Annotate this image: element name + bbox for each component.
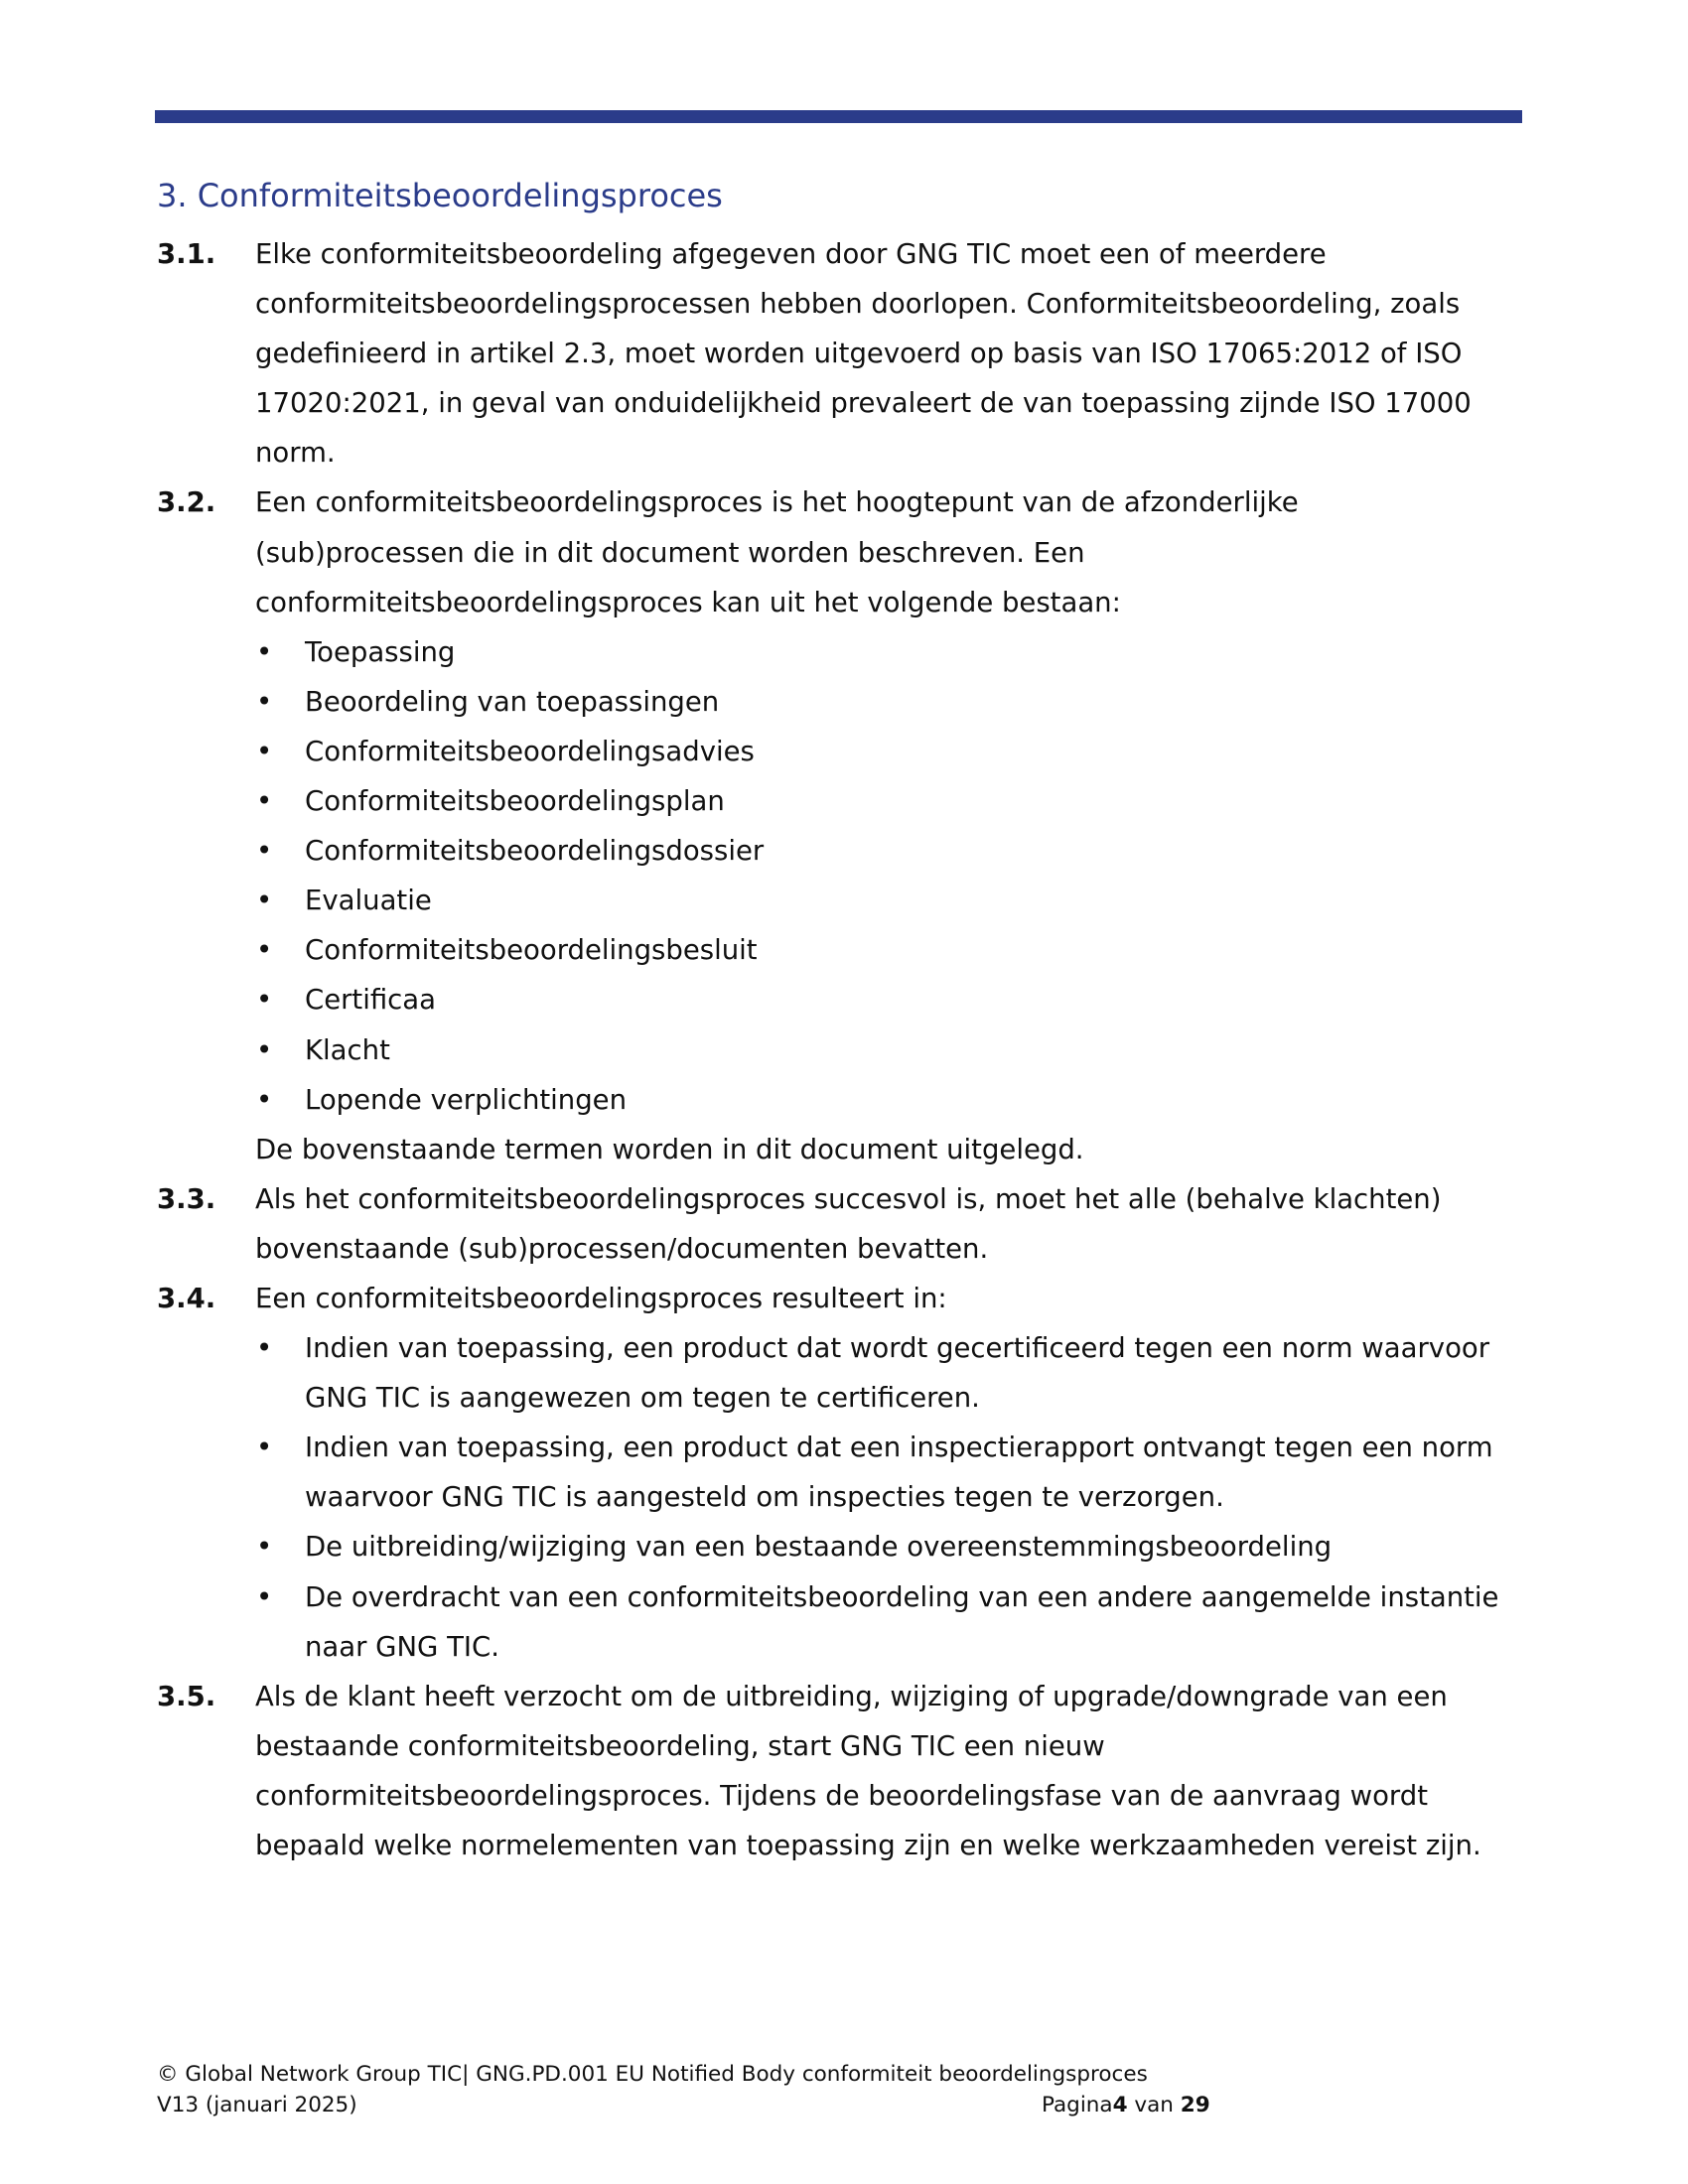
bullet-line <box>0 826 1688 876</box>
bullet-line <box>0 876 1688 925</box>
page-number <box>1042 2093 1210 2117</box>
bullet-line <box>0 925 1688 975</box>
bullet-line <box>0 1025 1688 1075</box>
bullet-icon: • <box>256 735 273 767</box>
bullet-icon: • <box>256 1580 273 1613</box>
list-item-text: Lopende verplichtingen <box>305 1083 628 1116</box>
section-number: 3.1. <box>157 238 216 270</box>
paragraph-text: bestaande conformiteitsbeoordeling, start GNG TIC een nieuw <box>255 1729 1105 1762</box>
paragraph-text: (sub)processen die in dit document worden beschreven. Een <box>255 536 1085 569</box>
list-item-text: Certificaa <box>305 984 436 1017</box>
list-item-text: Evaluatie <box>305 885 432 917</box>
bullet-line <box>0 1522 1688 1571</box>
text-line <box>0 1224 1688 1274</box>
footer-version: V13 (januari 2025) <box>157 2093 357 2117</box>
footer-copyright: © Global Network Group TIC| GNG.PD.001 EU Notified Body conformiteit beoordelingsproces <box>157 2062 1148 2087</box>
bullet-line <box>0 1572 1688 1622</box>
list-item-text: Conformiteitsbeoordelingsplan <box>305 785 725 818</box>
bullet-icon: • <box>256 635 273 668</box>
section-number: 3.3. <box>157 1182 216 1215</box>
bullet-icon: • <box>256 785 273 818</box>
list-item-text: De uitbreiding/wijziging van een bestaande overeenstemmingsbeoordeling <box>305 1531 1333 1564</box>
list-item-text: Indien van toepassing, een product dat een inspectierapport ontvangt tegen een norm <box>305 1432 1493 1464</box>
text-line <box>0 1721 1688 1771</box>
section-number: 3.2. <box>157 486 216 519</box>
paragraph-text: gedefinieerd in artikel 2.3, moet worden uitgevoerd op basis van ISO 17065:2012 of ISO <box>255 338 1463 370</box>
paragraph-text: bovenstaande (sub)processen/documenten bevatten. <box>255 1232 989 1265</box>
page-label: Pagina <box>1042 2093 1113 2117</box>
bullet-line <box>0 776 1688 826</box>
paragraph-text: norm. <box>255 437 336 470</box>
text-line <box>0 428 1688 478</box>
text-line <box>0 1672 1688 1721</box>
list-item-text: Indien van toepassing, een product dat wordt gecertificeerd tegen een norm waarvoor <box>305 1332 1490 1365</box>
text-line <box>0 378 1688 428</box>
bullet-line <box>0 1423 1688 1472</box>
paragraph-text: 17020:2021, in geval van onduidelijkheid prevaleert de van toepassing zijnde ISO 17000 <box>255 387 1472 420</box>
text-line <box>0 1821 1688 1870</box>
paragraph-text: conformiteitsbeoordelingsproces. Tijdens de beoordelingsfase van de aanvraag wordt <box>255 1779 1428 1812</box>
list-item-text: Toepassing <box>305 635 456 668</box>
bullet-icon: • <box>256 1432 273 1464</box>
bullet-icon: • <box>256 1531 273 1564</box>
bullet-line <box>0 1075 1688 1125</box>
text-line <box>0 1771 1688 1821</box>
paragraph-text: Elke conformiteitsbeoordeling afgegeven door GNG TIC moet een of meerdere <box>255 238 1327 270</box>
bullet-line <box>0 1622 1688 1672</box>
section-number: 3.4. <box>157 1282 216 1314</box>
bullet-icon: • <box>256 1083 273 1116</box>
bullet-icon: • <box>256 984 273 1017</box>
bullet-icon: • <box>256 885 273 917</box>
header-rule <box>155 110 1522 123</box>
text-line <box>0 329 1688 378</box>
paragraph-text: Als het conformiteitsbeoordelingsproces succesvol is, moet het alle (behalve klachten) <box>255 1182 1442 1215</box>
bullet-line <box>0 1323 1688 1373</box>
paragraph-text: Een conformiteitsbeoordelingsproces is het hoogtepunt van de afzonderlijke <box>255 486 1299 519</box>
list-item-text: naar GNG TIC. <box>305 1630 499 1663</box>
text-line <box>0 1174 1688 1224</box>
bullet-icon: • <box>256 1332 273 1365</box>
list-item-text: Conformiteitsbeoordelingsadvies <box>305 735 755 767</box>
bullet-line <box>0 677 1688 727</box>
text-line <box>0 279 1688 329</box>
bullet-line <box>0 627 1688 677</box>
bullet-line <box>0 1472 1688 1522</box>
list-item-text: Beoordeling van toepassingen <box>305 685 720 718</box>
bullet-icon: • <box>256 934 273 967</box>
list-item-text: Conformiteitsbeoordelingsbesluit <box>305 934 758 967</box>
bullet-icon: • <box>256 685 273 718</box>
paragraph-text: conformiteitsbeoordelingsproces kan uit het volgende bestaan: <box>255 586 1121 618</box>
bullet-line <box>0 1373 1688 1423</box>
text-line <box>0 578 1688 627</box>
list-item-text: GNG TIC is aangewezen om tegen te certificeren. <box>305 1382 980 1415</box>
text-line <box>0 478 1688 527</box>
text-line <box>0 1125 1688 1174</box>
page-of: van <box>1127 2093 1181 2117</box>
text-line <box>0 528 1688 578</box>
list-item-text: waarvoor GNG TIC is aangesteld om inspecties tegen te verzorgen. <box>305 1481 1224 1514</box>
paragraph-text: bepaald welke normelementen van toepassing zijn en welke werkzaamheden vereist zijn. <box>255 1830 1481 1861</box>
paragraph-text: Als de klant heeft verzocht om de uitbreiding, wijziging of upgrade/downgrade van een <box>255 1680 1448 1712</box>
bullet-line <box>0 727 1688 776</box>
paragraph-text: conformiteitsbeoordelingsprocessen hebben doorlopen. Conformiteitsbeoordeling, zoals <box>255 288 1461 321</box>
section-heading: 3. Conformiteitsbeoordelingsproces <box>157 177 723 214</box>
paragraph-text: Een conformiteitsbeoordelingsproces resulteert in: <box>255 1282 947 1314</box>
page-current: 4 <box>1112 2093 1128 2117</box>
list-item-text: Klacht <box>305 1033 390 1066</box>
bullet-icon: • <box>256 835 273 868</box>
list-item-text: De overdracht van een conformiteitsbeoordeling van een andere aangemelde instantie <box>305 1580 1499 1613</box>
text-line <box>0 1274 1688 1323</box>
section-number: 3.5. <box>157 1680 216 1712</box>
list-item-text: Conformiteitsbeoordelingsdossier <box>305 835 765 868</box>
page-total: 29 <box>1180 2093 1210 2117</box>
paragraph-text: De bovenstaande termen worden in dit document uitgelegd. <box>255 1133 1084 1165</box>
text-line <box>0 229 1688 279</box>
bullet-icon: • <box>256 1033 273 1066</box>
document-body <box>0 229 1688 1870</box>
bullet-line <box>0 975 1688 1024</box>
